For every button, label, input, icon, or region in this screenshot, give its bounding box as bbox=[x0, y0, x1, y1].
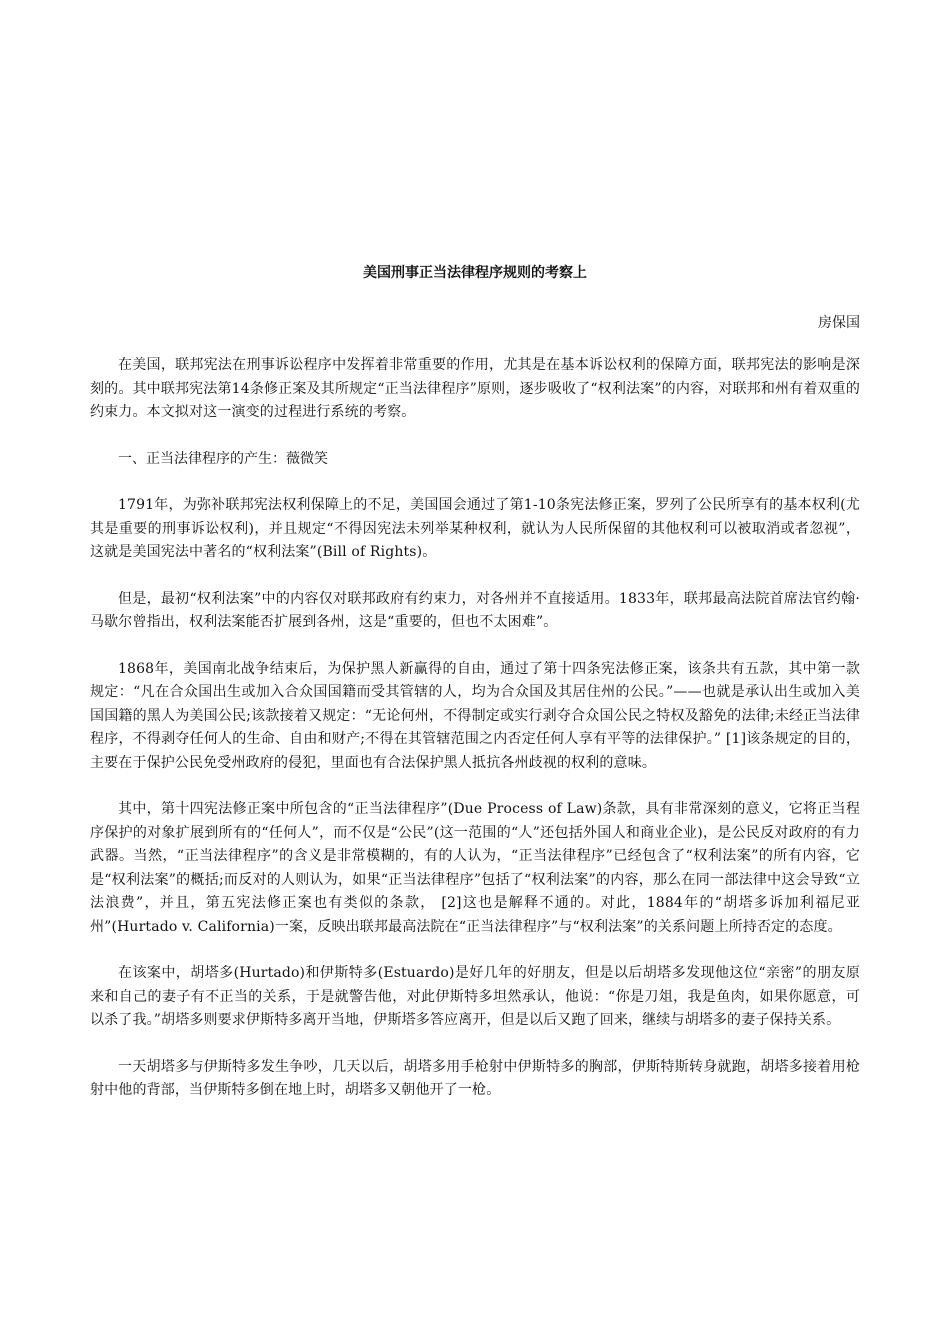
paragraph: 但是，最初“权利法案”中的内容仅对联邦政府有约束力，对各州并不直接适用。1833年，联邦最高法院首席法官约翰·马歇尔曾指出，权利法案能否扩展到各州，这是“重要的，但也不太困难”。 bbox=[90, 590, 860, 630]
document-author: 房保国 bbox=[818, 315, 860, 331]
paragraph-intro: 在美国，联邦宪法在刑事诉讼程序中发挥着非常重要的作用，尤其是在基本诉讼权利的保障方面，联邦宪法的影响是深刻的。其中联邦宪法第14条修正案及其所规定“正当法律程序”原则，逐步吸收了“权利法案”的内容，对联邦和州有着双重的约束力。本文拟对这一演变的过程进行系统的考察。 bbox=[90, 357, 860, 420]
section-heading: 一、正当法律程序的产生：薇微笑 bbox=[118, 450, 328, 467]
paragraph: 一天胡塔多与伊斯特多发生争吵，几天以后，胡塔多用手枪射中伊斯特多的胸部，伊斯特斯转身就跑，胡塔多接着用枪射中他的背部，当伊斯特多倒在地上时，胡塔多又朝他开了一枪。 bbox=[90, 1058, 860, 1098]
paragraph: 1868年，美国南北战争结束后，为保护黑人新赢得的自由，通过了第十四条宪法修正案，该条共有五款，其中第一款规定：“凡在合众国出生或加入合众国国籍而受其管辖的人，均为合众国及其居住州的公民。”——也就是承认出生或加入美国国籍的黑人为美国公民;该款接着又规定：“无论何州，不得制定或实行剥夺合众国公民之特权及豁免的法律;未经正当法律程序，不得剥夺任何人的生命、自由和财产;不得在其管辖范围之内否定任何人享有平等的法律保护。” [1]该条规定的目的，主要在于保护公民免受州政府的侵犯，里面也有合法保护黑人抵抗各州歧视的权利的意味。 bbox=[90, 660, 860, 771]
paragraph: 在该案中，胡塔多(Hurtado)和伊斯特多(Estuardo)是好几年的好朋友，但是以后胡塔多发现他这位“亲密”的朋友原来和自己的妻子有不正当的关系，于是就警告他，对此伊斯特多坦然承认，他说：“你是刀俎，我是鱼肉，如果你愿意，可以杀了我。”胡塔多则要求伊斯特多离开当地，伊斯塔多答应离开，但是以后又跑了回来，继续与胡塔多的妻子保持关系。 bbox=[90, 965, 860, 1028]
document-title: 美国刑事正当法律程序规则的考察上 bbox=[363, 265, 587, 281]
document-page bbox=[90, 262, 860, 1126]
paragraph: 其中，第十四宪法修正案中所包含的“正当法律程序”(Due Process of Law)条款，具有非常深刻的意义，它将正当程序保护的对象扩展到所有的“任何人”，而不仅是“公民”(这一范围的“人”还包括外国人和商业企业)，是公民反对政府的有力武器。当然，“正当法律程序”的含义是非常模糊的，有的人认为，“正当法律程序”已经包含了“权利法案”的所有内容，它是“权利法案”的概括;而反对的人则认为，如果“正当法律程序”包括了“权利法案”的内容，那么在同一部法律中这会导致“立法浪费”，并且，第五宪法修正案也有类似的条款， [2]这也是解释不通的。对此，1884年的“胡塔多诉加利福尼亚州”(Hurtado v. California)一案，反映出联邦最高法院在“正当法律程序”与“权利法案”的关系问题上所持否定的态度。 bbox=[90, 801, 860, 935]
paragraph: 1791年，为弥补联邦宪法权利保障上的不足，美国国会通过了第1-10条宪法修正案，罗列了公民所享有的基本权利(尤其是重要的刑事诉讼权利)，并且规定“不得因宪法未列举某种权利，就认为人民所保留的其他权利可以被取消或者忽视”，这就是美国宪法中著名的“权利法案”(Bill of Rights)。 bbox=[90, 497, 860, 560]
